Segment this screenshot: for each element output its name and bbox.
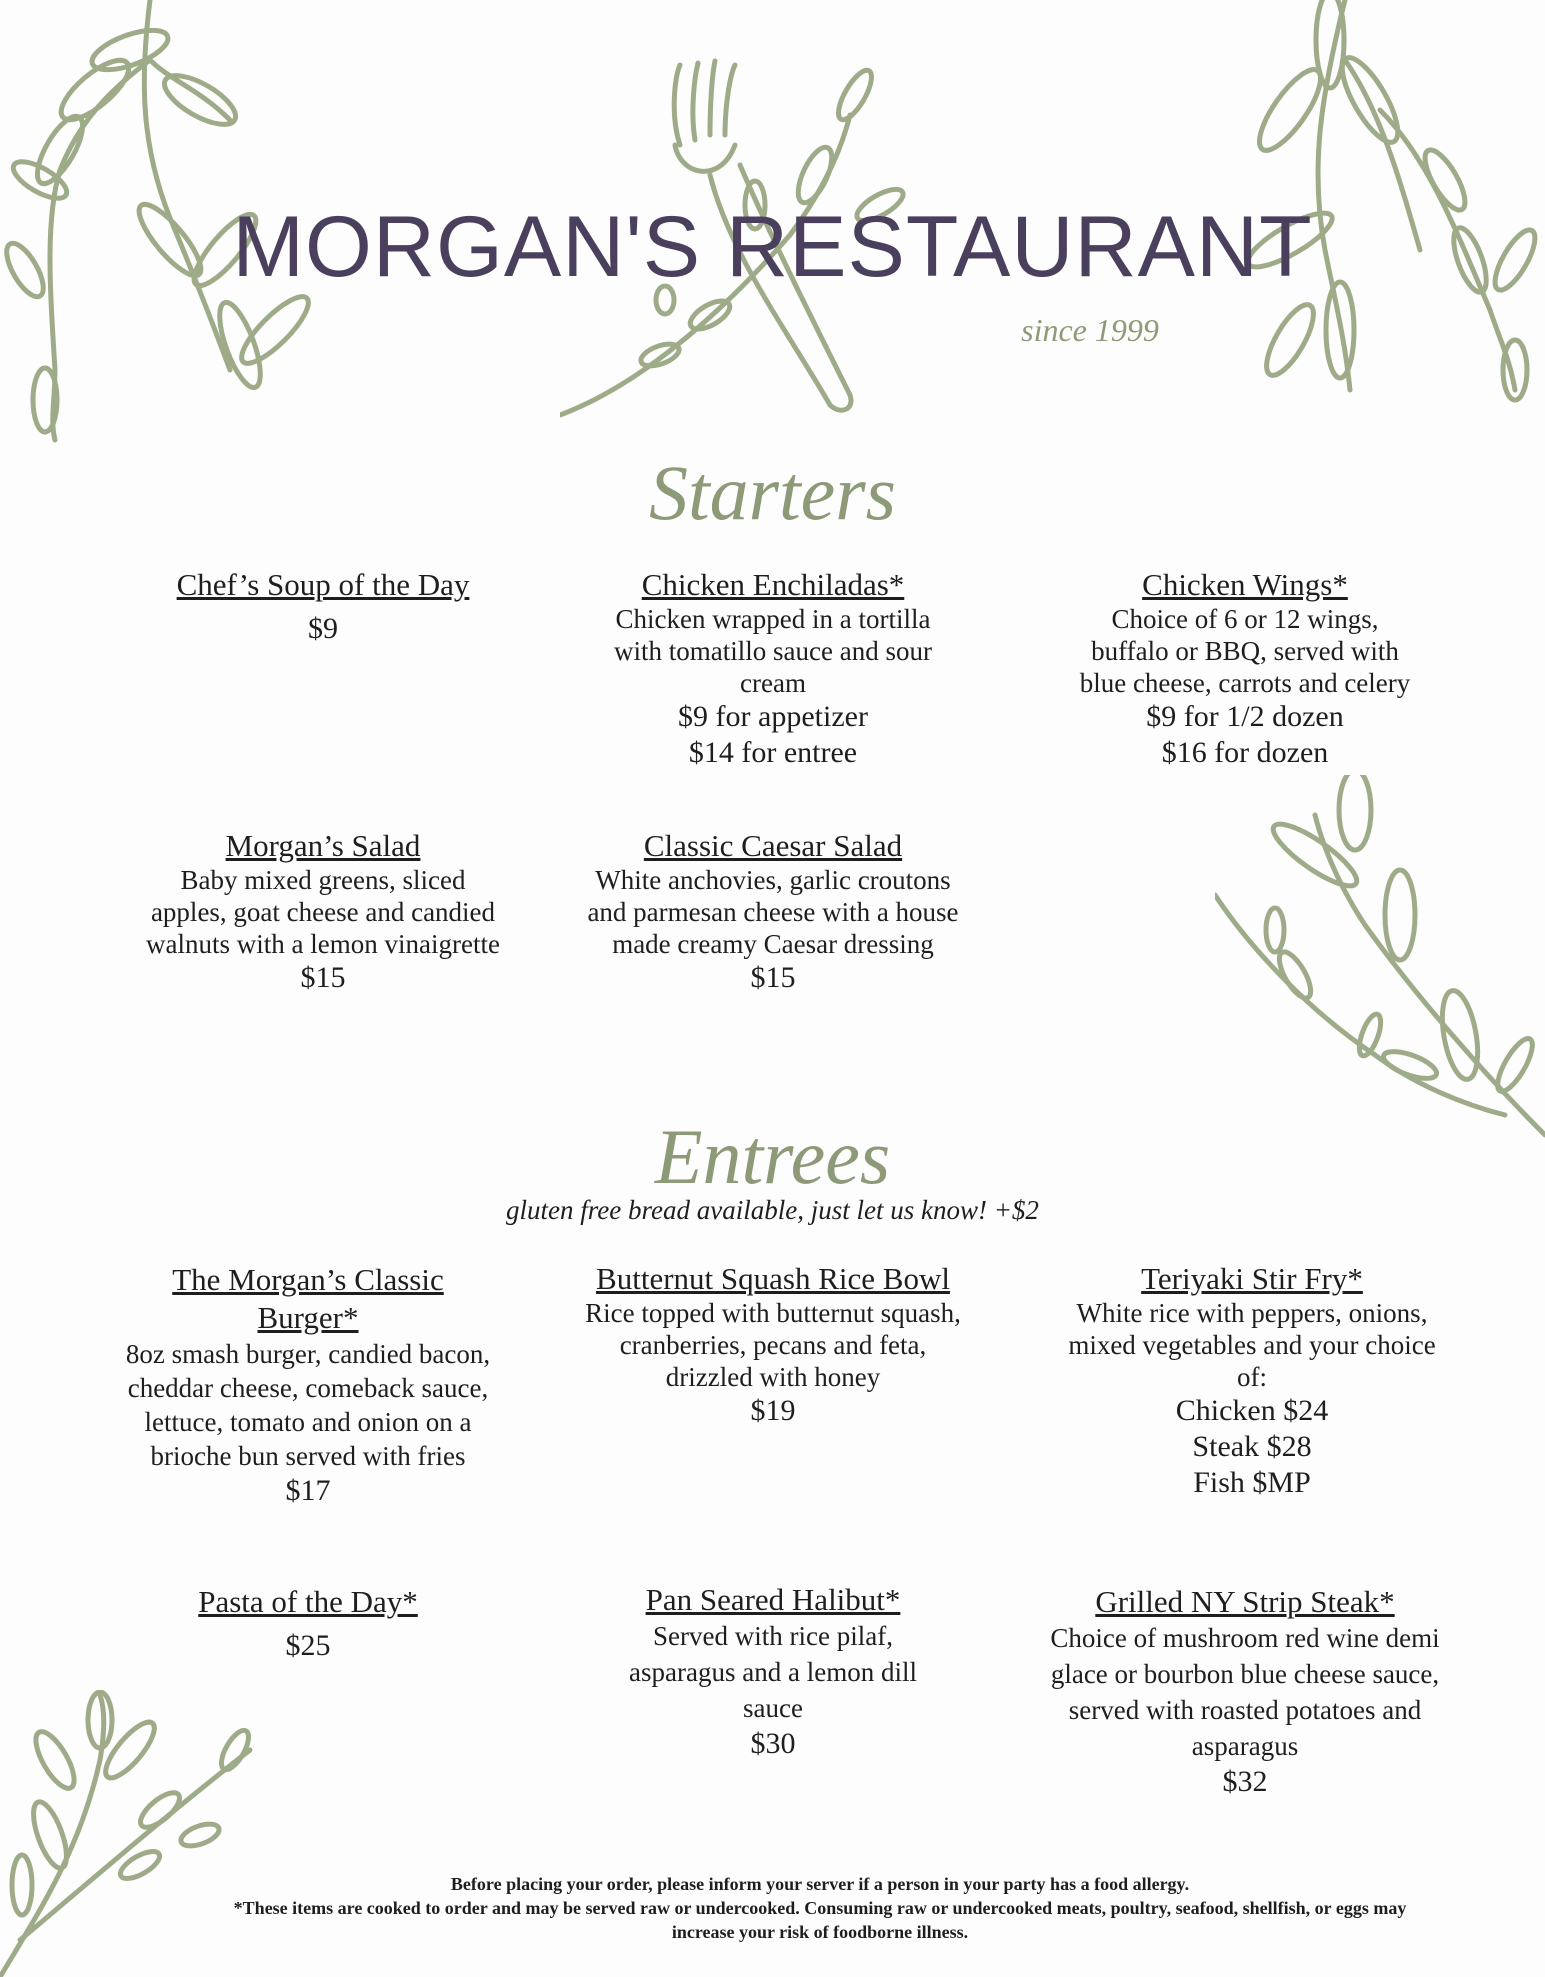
item-price: $25 <box>285 1629 331 1662</box>
menu-item-caesar-salad <box>573 828 973 996</box>
allergy-notice: Before placing your order, please inform your server if a person in your party has a food allergy. <box>450 1874 1190 1894</box>
item-price: Chicken $24 <box>1175 1394 1329 1427</box>
starters-heading: Starters <box>648 449 897 536</box>
item-name: Grilled NY Strip Steak* <box>1095 1584 1395 1619</box>
item-name: Butternut Squash Rice Bowl <box>596 1261 950 1296</box>
established-tagline: since 1999 <box>1021 312 1159 348</box>
item-name: Morgan’s Salad <box>225 828 421 863</box>
item-name: Chicken Wings* <box>1142 567 1348 602</box>
leaf-vine-middle-right <box>1215 775 1545 1155</box>
undercooked-warning: *These items are cooked to order and may be served raw or undercooked. Consuming raw or undercooked meats, poultry, seafood, shellfish, or eggs may increase your risk of foodborne illness. <box>233 1898 1407 1942</box>
item-price: $9 for appetizer <box>678 700 868 733</box>
item-price: $16 for dozen <box>1161 736 1329 769</box>
menu-item-rice-bowl <box>563 1261 983 1429</box>
item-price: Fish $MP <box>1193 1466 1311 1499</box>
item-price: $17 <box>285 1474 331 1507</box>
item-price: $19 <box>750 1394 796 1427</box>
item-price: $14 for entree <box>688 736 858 769</box>
item-name: Teriyaki Stir Fry* <box>1141 1261 1363 1296</box>
item-price: $32 <box>1222 1765 1268 1798</box>
item-description: Served with rice pilaf, asparagus and a lemon dill sauce <box>629 1621 917 1723</box>
item-description: White rice with peppers, onions, mixed vegetables and your choice of: <box>1068 1298 1436 1392</box>
item-price: $9 <box>308 612 338 645</box>
item-price: $9 for 1/2 dozen <box>1146 700 1344 733</box>
allergy-disclaimer <box>210 1872 1430 1944</box>
menu-item-wings <box>1045 567 1445 771</box>
menu-item-enchiladas <box>573 567 973 771</box>
item-name: Pasta of the Day* <box>198 1584 418 1619</box>
item-price: $15 <box>750 961 796 994</box>
item-description: 8oz smash burger, candied bacon, cheddar cheese, comeback sauce, lettuce, tomato and onion on a brioche bun served with fries <box>125 1339 491 1471</box>
item-name: The Morgan’s Classic Burger* <box>172 1262 444 1335</box>
item-description: Rice topped with butternut squash, cranberries, pecans and feta, drizzled with honey <box>585 1298 961 1392</box>
restaurant-name: MORGAN'S RESTAURANT <box>232 199 1313 295</box>
menu-item-strip-steak <box>1020 1584 1470 1800</box>
item-name: Pan Seared Halibut* <box>645 1582 901 1617</box>
item-description: Baby mixed greens, sliced apples, goat cheese and candied walnuts with a lemon vinaigrette <box>146 865 500 959</box>
menu-item-burger <box>98 1261 518 1509</box>
gluten-free-note: gluten free bread available, just let us know! +$2 <box>506 1195 1039 1225</box>
item-price: $15 <box>300 961 346 994</box>
item-name: Chicken Enchiladas* <box>641 567 905 602</box>
item-description: Choice of mushroom red wine demi glace or bourbon blue cheese sauce, served with roasted potatoes and asparagus <box>1050 1623 1440 1761</box>
menu-item-morgans-salad <box>123 828 523 996</box>
item-description: Chicken wrapped in a tortilla with tomatillo sauce and sour cream <box>614 604 932 698</box>
item-price: Steak $28 <box>1192 1430 1312 1463</box>
item-description: White anchovies, garlic croutons and parmesan cheese with a house made creamy Caesar dressing <box>587 865 959 959</box>
item-name: Chef’s Soup of the Day <box>176 567 470 602</box>
item-description: Choice of 6 or 12 wings, buffalo or BBQ, served with blue cheese, carrots and celery <box>1079 604 1411 698</box>
menu-item-soup <box>123 567 523 647</box>
menu-item-pasta <box>98 1584 518 1664</box>
menu-item-stir-fry <box>1042 1261 1462 1501</box>
entrees-heading: Entrees <box>654 1113 891 1200</box>
item-price: $30 <box>750 1727 796 1760</box>
menu-item-halibut <box>563 1582 983 1762</box>
item-name: Classic Caesar Salad <box>643 828 903 863</box>
